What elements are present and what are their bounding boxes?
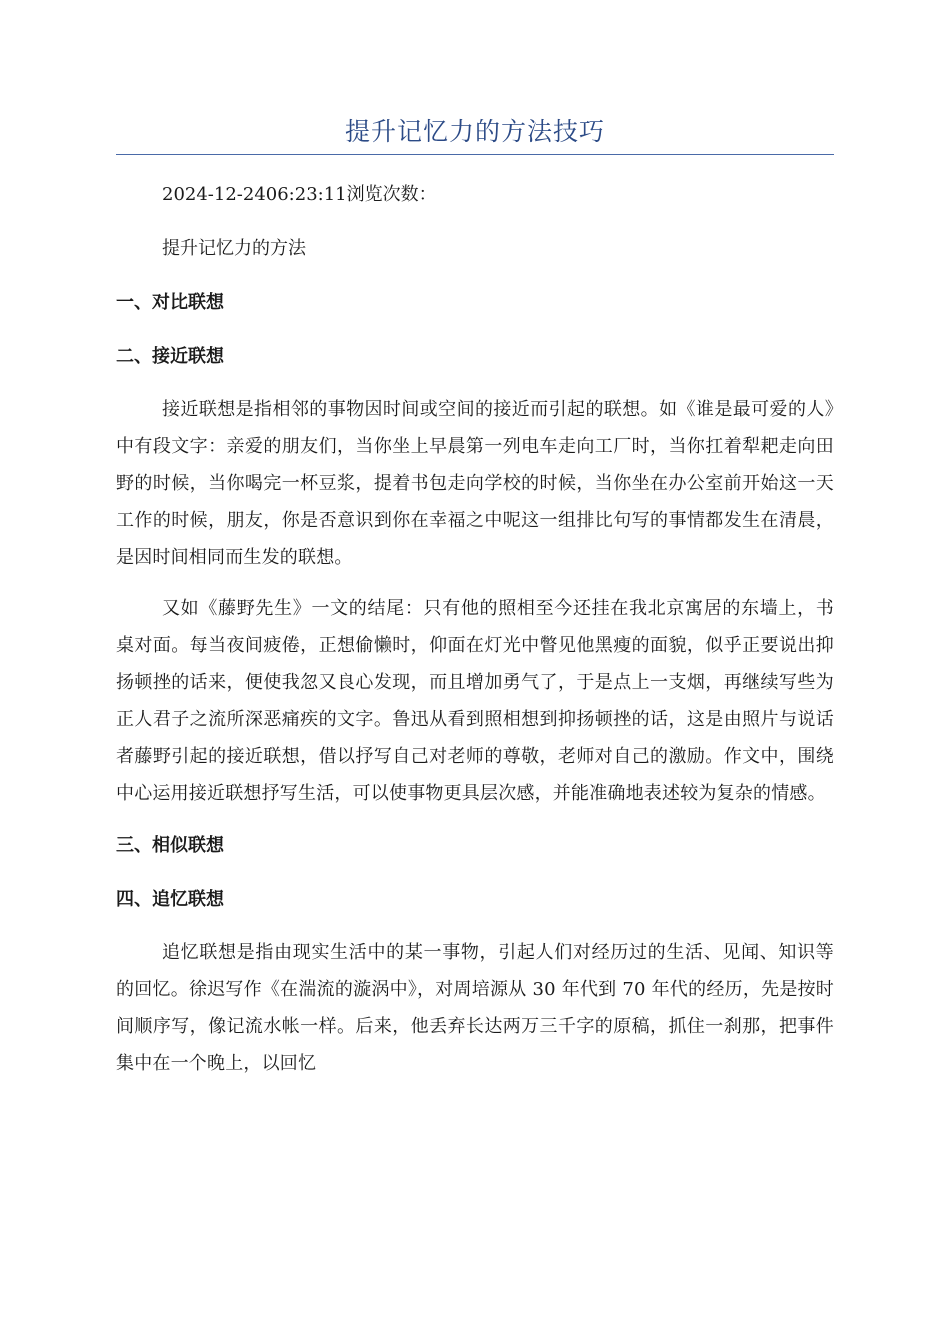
paragraph: 接近联想是指相邻的事物因时间或空间的接近而引起的联想。如《谁是最可爱的人》中有段文字：亲爱的朋友们，当你坐上早晨第一列电车走向工厂时，当你扛着犁耙走向田野的时候，当你喝完一杯豆浆，提着书包走向学校的时候，当你坐在办公室前开始这一天工作的时候，朋友，你是否意识到你在幸福之中呢这一组排比句写的事情都发生在清晨，是因时间相同而生发的联想。: [116, 399, 834, 568]
subtitle: 提升记忆力的方法: [162, 238, 306, 259]
date-views-line: 2024-12-2406:23:11浏览次数：: [162, 184, 437, 205]
page-title: 提升记忆力的方法技巧: [344, 117, 605, 146]
section-heading-4: 四、追忆联想: [116, 889, 224, 910]
title-divider: [116, 154, 834, 155]
section-heading-1: 一、对比联想: [116, 292, 224, 313]
paragraph: 追忆联想是指由现实生活中的某一事物，引起人们对经历过的生活、见闻、知识等的回忆。徐迟写作《在湍流的漩涡中》，对周培源从 30 年代到 70 年代的经历，先是按时间顺序写，像记流水帐一样。后来，他丢弃长达两万三千字的原稿，抓住一刹那，把事件集中在一个晚上，以回忆: [116, 942, 834, 1074]
section-heading-3: 三、相似联想: [116, 835, 224, 856]
section-heading-2: 二、接近联想: [116, 346, 224, 367]
paragraph: 又如《藤野先生》一文的结尾：只有他的照相至今还挂在我北京寓居的东墙上，书桌对面。每当夜间疲倦，正想偷懒时，仰面在灯光中瞥见他黑瘦的面貌，似乎正要说出抑扬顿挫的话来，便使我忽又良心发现，而且增加勇气了，于是点上一支烟，再继续写些为正人君子之流所深恶痛疾的文字。鲁迅从看到照相想到抑扬顿挫的话，这是由照片与说话者藤野引起的接近联想，借以抒写自己对老师的尊敬，老师对自己的激励。作文中，围绕中心运用接近联想抒写生活，可以使事物更具层次感，并能准确地表述较为复杂的情感。: [116, 598, 834, 804]
document-body: [116, 175, 834, 1096]
